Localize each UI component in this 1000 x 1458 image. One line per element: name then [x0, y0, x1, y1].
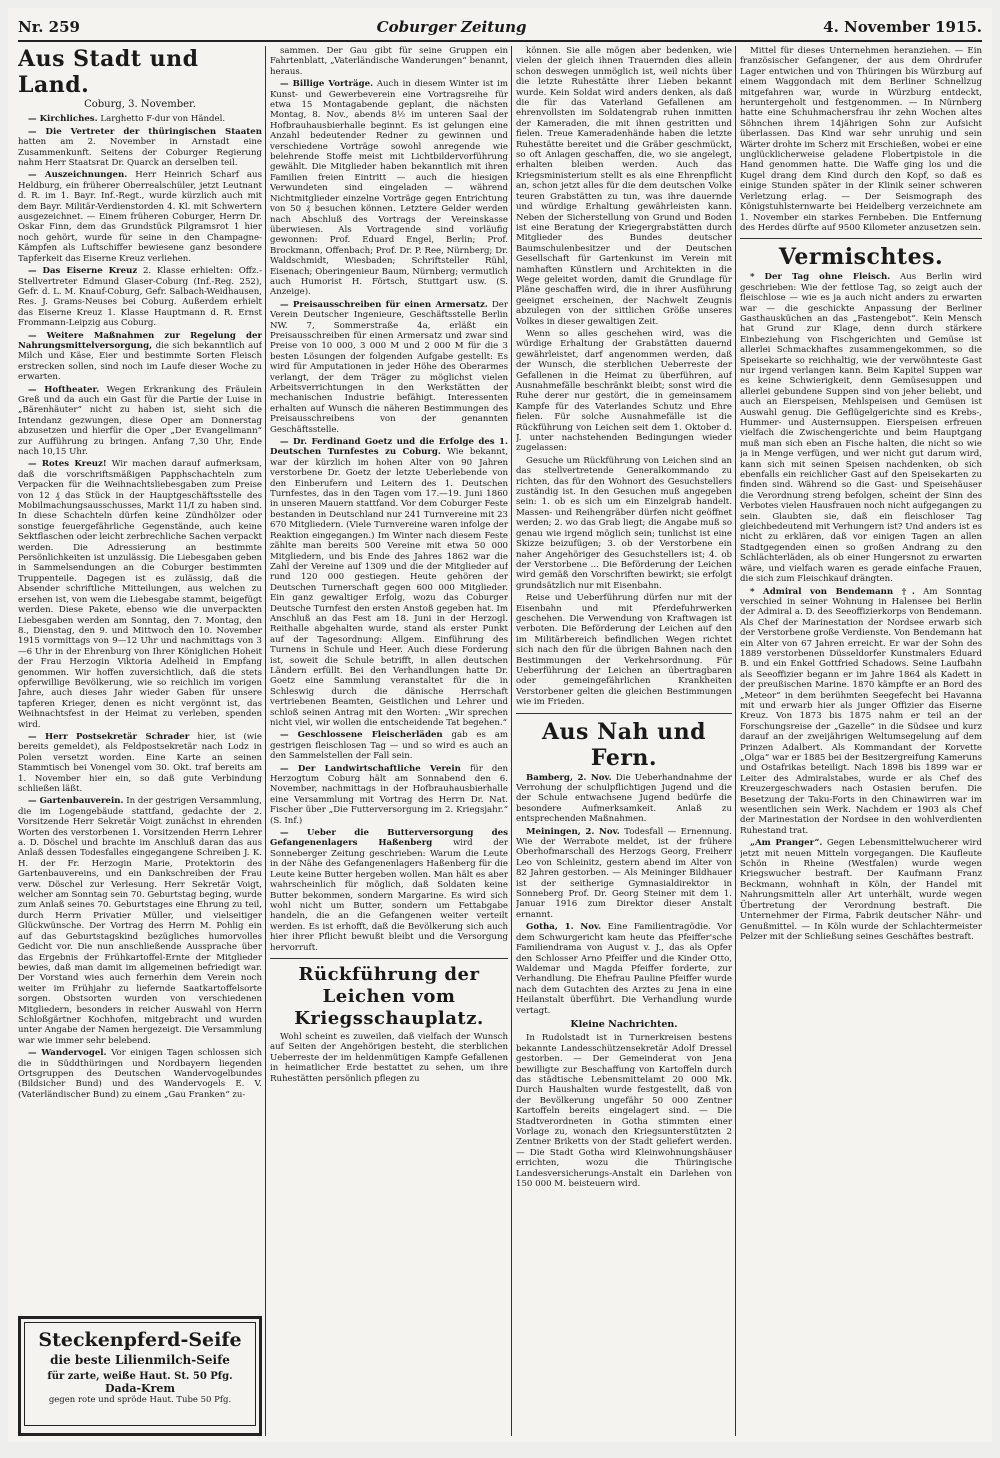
article-text: Auch in diesem Winter ist im Kunst- und Gewerbeverein eine Vortragsreihe für etwa 15 Montagabende geplant, die nächsten Montag, 8. Nov., abends 8½ im unteren Saal der Hofbrauhausbierhalle beginnt. Es ist gelungen eine Anzahl bedeutender Redner zu gewinnen und verschiedene Vorträge sowohl anregende wie belehrende Stoffe meist mit Lichtbildervorführung gewählt. Die Mitglieder haben bekanntlich mit ihren Familien freien Eintritt — auch die hiesigen Verwundeten sind eingeladen — während Nichtmitglieder einzelne Vorträge gegen Entrichtung von 50 ₰ besuchen können. Letztere Gelder werden nach Abschluß des Vortrags der Vereinskasse überwiesen. Als Vortragende sind vorläufig gewonnen: Prof. Eduard Engel, Berlin; Prof. Brockmann, Offenbach; Prof. Dr. P. Ree, Nürnberg; Dr. Waldschmidt, Wiesbaden; Schriftsteller Rühl, Eisenach; Oberingenieur Baum, Nürnberg; vermutlich auch Humorist H. Förtsch, Stuttgart usw. (S. Anzeige).	[270, 79, 508, 298]
article-paragraph	[516, 773, 732, 825]
newspaper-page	[8, 8, 992, 1442]
article-paragraph	[516, 456, 732, 591]
divider	[516, 713, 732, 714]
article-lead: — Billige Vorträge.	[280, 79, 374, 90]
article-paragraph	[740, 46, 982, 233]
column-rule	[265, 46, 266, 1436]
article-lead: — Auszeichnungen.	[28, 170, 128, 181]
article-text: hatten am 2. November in Arnstadt eine Zusammenkunft. Seitens der Coburger Regierung nahm Herr Staatsrat Dr. Quarck an derselben teil.	[18, 137, 262, 169]
divider	[270, 958, 508, 959]
subsection-heading: Kleine Nachrichten.	[570, 1018, 678, 1030]
ad-title: Steckenpferd-Seife	[38, 1329, 242, 1351]
article-lead: — Hoftheater.	[28, 384, 100, 395]
article-paragraph	[18, 266, 262, 328]
article-text: Mittel für dieses Unternehmen heranziehen. — Ein französischer Gefangener, der aus dem Ohrdrufer Lager entwichen und von Thüringen bis Würzburg auf einem Waggondach mit dem Berliner Schnellzug mitgefahren war, wurde in Würzburg entdeckt, heruntergeholt und festgenommen. — In Nürnberg hatte eine Schuhmachersfrau ihr zehn Wochen altes Söhnchen ihrem 14jährigen Sohn zur Aufsicht überlassen. Das Kind war sehr unruhig und sein Wärter drohte im Scherz mit Erschießen, wobei er eine unglücklicherweise geladene Flobertpistole in die Hand genommen hatte. Die Waffe ging los und die Kugel drang dem Kind durch den Kopf, so daß es einige Stunden später in der Klinik seiner schweren Verletzung erlag. — Der Seismograph des Königstuhlsternwarte bei Heidelberg verzeichnete am 1. November ein starkes Fernbeben. Die Entfernung des Herdes dürfte auf 9500 Kilometer anzusetzen sein.	[740, 46, 982, 233]
article-paragraph	[18, 170, 262, 264]
article-lead: — Rotes Kreuz!	[28, 459, 107, 470]
article-text: Am Sonntag verschied in seiner Wohnung in Halensee bei Berlin der Admiral a. D. des Seeoffizierkorps von Bendemann. Als Chef der Marinestation der Nordsee erwarb sich der Verstorbene große Verdienste. Von Bendemann hat ein Alter von 67 Jahren erreicht. Er war der Sohn des 1889 verstorbenen Düsseldorfer Kunstmalers Eduard B. und ein Enkel Gottfried Schadows. Seine Laufbahn als Seeoffizier begann er im Jahre 1864 als Kadett in der preußischen Marine. 1870 kämpfte er an Bord des „Meteor“ in dem berühmten Seegefecht bei Havanna mit und erwarb hier als junger Offizier das Eiserne Kreuz. Von 1873 bis 1875 nahm er teil an der Forschungsreise der „Gazelle“ in die Südsee und kurz darauf an der zweijährigen Weltumsegelung auf dem Prinzen Adalbert. Als Kommandant der Korvette „Olga“ war er 1885 bei der Besitzergreifung Kameruns und Ostafrikas beteiligt. Nach 1898 bis 1899 war er Leiter des Admiralstabes, wurde er als Chef des Kreuzergeschwaders nach Ostasien berufen. Die Besetzung der Taku-Forts in den Chinawirren war im wesentlichen sein Werk. Nachdem er 1903 als Chef der Marinestation der Nordsee in den wohlverdienten Ruhestand trat.	[740, 586, 982, 836]
article-list	[516, 46, 732, 708]
article-paragraph	[270, 764, 508, 826]
article-paragraph	[18, 732, 262, 794]
newspaper-title: Coburger Zeitung	[376, 18, 527, 36]
column-3	[516, 46, 732, 1436]
article-paragraph	[18, 331, 262, 383]
ad-frame	[24, 1322, 256, 1426]
article-text: für den Herzogtum Coburg hält am Sonnabend den 6. November, nachmittags in der Hofbrauhausbierhalle eine Versammlung mit Vortrag des Herrn Dr. Nat. Fischer über „Die Futterversorgung im 2. Kriegsjahr.“ (S. Inf.)	[270, 763, 508, 826]
article-list	[18, 114, 262, 1100]
article-lead: — Das Eiserne Kreuz	[28, 266, 138, 277]
article-list	[516, 773, 732, 1016]
column-1	[18, 46, 262, 1436]
article-text: Todesfall — Ernennung. Wie der Werrabote meldet, ist der frühere Oberhofmarschall des Herzogs Georg, Freiherr Leo von Schleinitz, gestern abend im Alter von 82 Jahren gestorben. — Als Meininger Bildhauer ist der seitherige Gymnasialdirektor in Sonneberg Prof. Dr. Georg Steiner mit dem 1. Januar 1916 zum Direktor dieser Anstalt ernannt.	[516, 826, 732, 920]
article-lead: — Preisausschreiben für einen Armersatz.	[280, 299, 488, 310]
column-4	[740, 46, 982, 1436]
article-text: Gesuche um Rückführung von Leichen sind an das stellvertretende Generalkommando zu richten, das für den Wohnort des Gesuchstellers zuständig ist. In den Gesuchen muß angegeben sein: 1. ob es sich um ein Einzelgrab handelt. Massen- und Reihengräber dürfen nicht geöffnet werden; 2. wo das Grab liegt; die Angabe muß so genau wie irgend möglich sein; tunlichst ist eine Skizze beizufügen; 3. ob der Verstorbene ein naher Angehöriger des Gesuchstellers ist; 4. ob der Verstorbene ... Die Beförderung der Leichen wird gemäß den Vorschriften bewirkt; sie erfolgt grundsätzlich nur mit Eisenbahn.	[516, 455, 732, 591]
article-paragraph	[516, 329, 732, 454]
article-text: die sich bekanntlich auf Milch und Käse, Eier und bestimmte Sorten Fleisch erstrecken sollen, sind noch im Laufe dieser Woche zu erwarten.	[18, 340, 262, 383]
article-text: Reise und Ueberführung dürfen nur mit der Eisenbahn und mit Pferdefuhrwerken geschehen. Die Verwendung von Kraftwagen ist verboten. Die Beförderung der Leichen auf den im Militärbereich befindlichen Wegen richtet sich nach den für die übrigen Bahnen nach den Bestimmungen der Verkehrsordnung. Für Ueberführung der Leichen an übertragbaren oder gemeingefährlichen Krankheiten Verstorbener gelten die gleichen Bestimmungen wie im Frieden.	[516, 593, 732, 708]
issue-number: Nr. 259	[18, 18, 80, 36]
article-lead: — Kirchliches.	[28, 114, 98, 125]
article-text: Gegen Lebensmittelwucherer wird jetzt mit neuen Mitteln vorgegangen. Die Kaufleute Schön in Rheine (Westfalen) wurde wegen Kriegswucher bestraft. Der Kaufmann Franz Beckmann, wohnhaft in Köln, der Handel mit Nahrungsmitteln aller Art unterhält, wurde wegen Übertretung der Verordnung bestraft. Die Unternehmer der Firma, Fabrik deutscher Nähr- und Genußmittel. — In Köln wurde der Schlachtermeister Pelzer mit der Schließung seines Geschäftes bestraft.	[740, 838, 982, 942]
article-lead: — Geschlossene Fleischerläden	[280, 730, 443, 741]
article-lead: — Herr Postsekretär Schrader	[28, 731, 190, 742]
article-text: hier, ist (wie bereits gemeldet), als Feldpostsekretär nach Lodz in Polen versetzt worden. Eine Karte an seinen Stammtisch bei Vonengel vom 30. Okt. traf bereits am 1. November hier ein, so daß gute Verbindung schließen läßt.	[18, 731, 262, 794]
article-lead: — Der Landwirtschaftliche Verein	[280, 763, 461, 774]
section-heading: Aus Nah und Fern.	[541, 718, 706, 771]
article-text: Wegen Erkrankung des Fräulein Greß und da auch ein Gast für die Partie der Luise in „Bärenhäuter“ nicht zu haben ist, sieht sich die Intendanz gezwungen, diese Oper am Donnerstag abzusetzen und hierfür die Oper „Der Evangelimann“ zur Aufführung zu bringen. Anfang 7,30 Uhr, Ende nach 10,15 Uhr.	[18, 384, 262, 457]
article-text: Eine Familientragödie. Vor dem Schwurgericht kam heute das Pfeiffer'sche Familiendrama von August v. J., das als Opfer den Schlosser Arno Pfeiffer und die Kinder Otto, Waldemar und Magda Pfeiffer forderte, zur Verhandlung. Die Ehefrau Pauline Pfeiffer wurde nach dem Gutachten des Arztes zu Jena in eine Heilanstalt überführt. Die Verhandlung wurde vertagt.	[516, 922, 732, 1016]
article-paragraph	[270, 46, 508, 77]
article-lead: — Weitere Maßnahmen zur Regelung der Nahrungsmittelversorgung,	[18, 330, 262, 351]
article-paragraph	[270, 828, 508, 953]
article-lead: — Gartenbauverein.	[28, 796, 124, 807]
article-list	[516, 1033, 732, 1189]
article-paragraph	[516, 827, 732, 921]
article-lead: — Wandervogel.	[28, 1048, 107, 1059]
article-text: 2. Klasse erhielten: Offz.-Stellvertreter Edmund Glaser-Coburg (Inf.-Reg. 252), Gefr. d. L. M. Knauf-Coburg, Gefr. Salbach-Weidhausen, Res. J. Grams-Neuses bei Coburg. Außerdem erhielt das Eiserne Kreuz 1. Klasse Hauptmann d. R. Ernst Frommann-Leipzig aus Coburg.	[18, 266, 262, 329]
issue-date: 4. November 1915.	[823, 18, 982, 36]
divider	[740, 238, 982, 239]
article-lead: „Am Pranger“.	[750, 838, 823, 849]
article-paragraph	[18, 1048, 262, 1100]
article-paragraph	[18, 459, 262, 730]
article-paragraph	[270, 300, 508, 435]
article-text: Die Ueberhandnahme der Verrohung der schulpflichtigen Jugend und die der Schule entwachsene Jugend bedürfe die besondere Aufmerksamkeit. Anlaß zu entsprechenden Maßnahmen.	[516, 772, 732, 825]
article-paragraph	[18, 114, 262, 124]
section-heading: Aus Stadt und Land.	[18, 46, 199, 98]
article-paragraph	[516, 46, 732, 327]
article-text: Wohl scheint es zuweilen, daß vielfach der Wunsch auf Seiten der Angehörigen besteht, die sterblichen Ueberreste der im heldenmütigen Kampfe Gefallenen in heimatlicher Erde bestattet zu sehen, um ihre Ruhestätten persönlich pflegen zu	[270, 1031, 508, 1084]
article-list	[740, 272, 982, 942]
ad-line: gegen rote und spröde Haut. Tube 50 Pfg.	[48, 1395, 232, 1405]
article-lead: Gotha, 1. Nov.	[526, 922, 602, 933]
article-paragraph	[18, 796, 262, 1046]
article-paragraph	[740, 587, 982, 837]
article-list	[270, 46, 508, 953]
article-text: Wenn so alles geschehen wird, was die würdige Erhaltung der Grabstätten dauernd gewährleistet, darf angenommen werden, daß der Wunsch, die sterblichen Ueberreste der Gefallenen in die Heimat zu überführen, auf Ausnahmefälle beschränkt bleibt; sonst wird die Ruhe derer nur gestört, die in gemeinsamem Kampfe für des Vaterlandes Schutz und Ehre fielen. Für solche Ausnahmefälle ist die Rückführung von Leichen seit dem 1. Oktober d. J. unter nachstehenden Bedingungen wieder zugelassen:	[516, 328, 732, 454]
article-text: Wie bekannt, war der kürzlich im hohen Alter von 90 Jahren verstorbene Dr. Goetz der letzte Ueberlebende von den Einberufern und Leitern des 1. Deutschen Turnfestes, das in den Tagen vom 17.—19. Juni 1860 in unseren Mauern stattfand. Vor dem Coburger Feste bestanden in Deutschland nur 241 Turnvereine mit 23 670 Mitgliedern. (Viele Turnvereine waren infolge der Reaktion eingegangen.) Im Winter nach diesem Feste zählte man bereits 500 Vereine mit etwa 50 000 Mitgliedern, und bis Ende des Jahres 1862 war die Zahl der Vereine auf 1309 und die der Mitglieder auf rund 120 000 gestiegen. Heute gehören der Deutschen Turnerschaft gegen 600 000 Mitglieder. Ein ganz gewaltiger Erfolg, wozu das Coburger Deutsche Turnfest den ersten Anstoß gegeben hat. Im Anschluß an das Fest am 18. Juni in der Herzogl. Reithalle abgehalten wurde, stand als erster Punkt auf der Tagesordnung: Allgem. Einführung des Turnens in Schule und Heer. Auch diese Forderung ist, soweit die Schule betrifft, in allen deutschen Ländern erfüllt. Bei den Verhandlungen hatte Dr. Goetz eine Sammlung veranstaltet für die in Schleswig durch die dänische Herrschaft vertriebenen Beamten, Geistlichen und Lehrer und schloß seinen Antrag mit den Worten: „Wir sprechen nicht viel, wir wollen die entscheidende Tat begehen.“	[270, 447, 508, 728]
article-paragraph	[18, 385, 262, 458]
article-paragraph	[516, 1033, 732, 1189]
section-heading: Rückführung der Leichen vom Kriegsschauplatz.	[294, 963, 484, 1029]
article-lead: — Die Vertreter der thüringischen Staaten	[28, 126, 262, 137]
article-text: sammen. Der Gau gibt für seine Gruppen ein Fahrtenblatt, „Vaterländische Wanderungen“ benannt, heraus.	[270, 46, 508, 77]
article-text: In der gestrigen Versammlung, die im Logengebäude stattfand, gedachte der 2. Vorsitzende Herr Sekretär Voigt zunächst in ehrenden Worten des verstorbenen 1. Vorsitzenden Herrn Lehrer a. D. Döschel und brachte im Anschluß daran das aus Anlaß dessen Todesfalles eingegangene Schreiben J. K. H. der Fr. Herzogin Marie, Protektorin des Gartenbauvereins, und ein Dankschreiben der Frau verw. Döschel zur Verlesung. Herr Sekretär Voigt, welcher am Sonntag sein 70. Geburtstag beging, wurde zum Anlaß seines 70. Geburtstages eine Ehrung zu teil, durch Herrn Privatier Müller, und vielseitiger Glückwünsche. Der Vortrag des Herrn M. Pohlig ein auf das Geburtstagskind bezügliches humorvolles Gedicht vor. Die nun anschließende Aussprache über das Ergebnis der Frühkartoffel-Ernte der Mitglieder bewies, daß man damit im allgemeinen befriedigt war. Der Vorstand wies auch fernerhin dem Verein noch weiter im Frühjahr zu liefernde Saatkartoffelsorte sorgen. Obstsorten wurden von verschiedenen Mitgliedern, besonders in reicher Auswahl von Herrn Schloßgärtner Kochhofen, mitgebracht und wurden unter Angabe der Namen hergezeigt. Die Versammlung war wie immer sehr belebend.	[18, 796, 262, 1046]
article-text: In Rudolstadt ist in Turnerkreisen bestens bekannte Landesschützensekretär Adolf Dressel gestorben. — Der Gemeinderat von Jena bewilligte zur Beschaffung von Kartoffeln durch das städtische Lebensmittelamt 20 000 Mk. Durch Haushalten wurde festgestellt, daß von der Bevölkerung ungefähr 50 000 Zentner Kartoffeln bereits eingelagert sind. — Die Stadtverordneten in Gotha stimmten einer Vorlage zu, wonach den Kriegsunterstützten 2 Zentner Briketts von der Stadt geliefert werden. — Die Stadt Gotha wird Kleinwohnungshäuser errichten, wozu die Thüringische Landesversicherungs-Anstalt ein Darlehen von 150 000 M. beisteuern wird.	[516, 1033, 732, 1190]
article-text: können. Sie alle mögen aber bedenken, wie vielen der gleich ihnen Trauernden dies allein schon deswegen unmöglich ist, weil nichts über die letzte Ruhestätte ihrer Lieben bekannt wurde. Kein Soldat wird anders denken, als daß die für das Vaterland Gefallenen am ehrenvollsten im Soldatengrab ruhen inmitten der Kameraden, die mit ihnen gestritten und fielen. Treue Kameradenhände haben die letzte Ruhestätte bereitet und die Gräber geschmückt, so oft Anlagen geschaffen, die, wo sie angelegt, erhalten bleiben werden. Auch das Kriegsministerium stellt es als eine Ehrenpflicht an, schon jetzt alles für die dem deutschen Volke teuren Grabstätten zu tun, was ihre dauernde und würdige Erhaltung gewährleisten kann. Neben der Sicherstellung von Grund und Boden ist eine Beratung der Kriegergrabstätten durch Mitglieder des Bundes deutscher Baumschulenbesitzer und der Deutschen Gesellschaft für Gartenkunst im Verein mit namhaften Künstlern und Architekten in die Wege geleitet worden, damit die Grundlage für Pläne geschaffen wird, die in ihrer Ausführung geeignet erscheinen, der Nachwelt Zeugnis abzulegen von der sittlichen Größe unseres Volkes in dieser gewaltigen Zeit.	[516, 46, 732, 327]
article-text: Aus Berlin wird geschrieben: Wie der fettlose Tag, so zeigt auch der fleischlose — wie es ja auch nicht anders zu erwarten war — die geschickte Anpassung der Berliner Gasthausküchen an das „Fastengebot“. Kein Mensch hat Grund zur Klage, denn durch stärkere Einbeziehung von Fischgerichten und Gemüse ist allerlei Schmackhaftes zusammengekommen, so die Speisekarte so reichhaltig, wie der verwöhnteste Gast nur irgend verlangen kann. Beim Kapitel Suppen war es keine Schwierigkeit, denn Gemüsesuppen und allerlei gebundene Suppen sind von jeher beliebt, und auch an Eierspeisen, Mehlspeisen und Gemüsen ist Auswahl genug. Die Geflügelgerichte sind es Krebs-, Hummer- und Austernsuppen. Eierspeisen erfreuen vielfach die Zwischengerichte und beim Hauptgang muß man sich eben an Fische halten, die nicht so wie ja in Menge verfügen, und wer nicht gut darum wird, kann sich mit seinen Speisen nachdenken, ob sich ebenfalls ein reichlicher Gast auf den Speisekarten zu finden sind. Während so die Gast- und Speisehäuser die Verordnung streng befolgen, scheint der Sinn des Verbotes vielen Hausfrauen noch nicht aufgegangen zu sein. Glaubten sie, daß ein fleischloser Tag gleichbedeutend mit Verhungern ist? Und anders ist es nicht zu erklären, daß vor einigen Tagen an allen Stadtgegenden einen so großen Andrang zu den Schlächterläden, als ob einer Hungersnot zu erwarten wäre, und vielfach waren es gerade einfache Frauen, die sich zum Fleischkauf drängten.	[740, 272, 982, 585]
article-text: Wir machen darauf aufmerksam, daß die vorschriftsmäßigen Papphschachteln zum Verpacken für die Weihnachtsliebesgaben zum Preise von 12 ₰ das Stück in der Hauptgeschäftsstelle des Mobilmachungsausschusses, Markt 11/I zu haben sind. In diese Schachteln dürfen keine Zündhölzer oder sonstige feuergefährliche Gegenstände, auch keine Sektflaschen oder leicht zerbrechliche Sachen verpackt werden. Die Adressierung an bestimmte Persönlichkeiten ist unzulässig. Die Liebesgaben geben in Sammelsendungen an die Coburger bestimmten Truppenteile. Dagegen ist es zulässig, daß die Absender schriftliche Mitteilungen, aus welchen zu ersehen ist, von wem die Liebesgabe stammt, beigefügt werden. Diese Pakete, ebenso wie die unverpackten Liebesgaben werden am Sonntag, den 7. Montag, den 8., Dienstag, den 9. und Mittwoch den 10. November 1915 vormittags von 9—12 Uhr und nachmittags von 3—6 Uhr in der Ehrenburg von Ihrer Königlichen Hoheit der Frau Herzogin Viktoria Adelheid in Empfang genommen. Wir hoffen zuversichtlich, daß die stets opferwillige Bevölkerung, wie so reichlich im vorigen Jahre, auch dieses Jahr wieder Gaben für unsere tapferen Krieger, denen es nicht vergönnt ist, das Weihnachtsfest in der Heimat zu verleben, spenden wird.	[18, 459, 262, 730]
column-2	[270, 46, 508, 1436]
article-paragraph	[740, 272, 982, 584]
article-paragraph	[270, 437, 508, 728]
ad-subtitle: die beste Lilienmilch-Seife	[50, 1353, 230, 1367]
article-list	[740, 46, 982, 233]
ad-line: für zarte, weiße Haut. St. 50 Pfg.	[47, 1371, 233, 1382]
article-paragraph	[18, 127, 262, 169]
advertisement	[18, 1316, 262, 1436]
article-paragraph	[516, 593, 732, 707]
article-lead: — Dr. Ferdinand Goetz und die Erfolge des 1. Deutschen Turnfestes zu Coburg.	[270, 437, 508, 458]
article-paragraph	[270, 1032, 508, 1084]
article-paragraph	[270, 79, 508, 298]
article-lead: Meiningen, 2. Nov.	[526, 826, 620, 837]
article-text: Der Verein Deutscher Ingenieure, Geschäftsstelle Berlin NW. 7, Sommerstraße 4a, erläßt ein Preisausschreiben für einen Armersatz und zwar sind Preise von 10 000, 3 000 M und 2 000 M für die 3 besten Lösungen der folgenden Aufgabe gestellt: Es wird für Amputationen in jeder Höhe des Oberarmes verlangt, der dem Träger zu möglichst vielen Arbeitsverrichtungen in den Werkstätten der mechanischen Industrie befähigt. Interessenten erhalten auf Wunsch die näheren Bestimmungen des Preisausschreibens von der genannten Geschäftsstelle.	[270, 299, 508, 435]
article-paragraph	[270, 730, 508, 761]
article-text: Larghetto F-dur von Händel.	[97, 114, 226, 125]
section-heading: Vermischtes.	[778, 244, 944, 271]
article-paragraph	[516, 922, 732, 1016]
column-rule	[735, 46, 736, 1436]
article-lead: Bamberg, 2. Nov.	[526, 772, 612, 783]
article-lead: — Ueber die Butterversorgung des Gefangenenlagers Haßenberg	[270, 828, 508, 849]
article-text: Vor einigen Tagen schlossen sich die in Süddthüringen und Nordbayern liegenden Ortsgruppen des Deutschen Wandervogelbundes (Bildsicher Bund) und des Wandervogels E. V. (Vaterländischer Bund) zu einem „Gau Franken“ zu-	[18, 1048, 262, 1100]
article-list	[270, 1032, 508, 1084]
article-text: Herr Heinrich Scharf aus Heldburg, ein früherer Oberrealschüler, jetzt Leutnant d. R. im 1. Bayr. Inf.-Regt., wurde kürzlich auch mit dem Bayr. Militär-Verdienstorden 4. Kl. mit Schwertern ausgezeichnet. — Einem früheren Coburger, Herrn Dr. Oskar Finn, dem das Grundstück Pilgramsrot 1 hier noch gehört, wurde für seine in den Champagne-Kämpfen als Luftschiffer bewiesene ganz besondere Tapferkeit das Eiserne Kreuz verliehen.	[18, 170, 262, 264]
dateline: Coburg, 3. November.	[84, 99, 196, 110]
article-text: wird der Sonneberger Zeitung geschrieben: Warum die Leute in der Nähe des Gefangenenlagers Haßenberg für die Leute keine Butter hergeben wollen. Man hält es aber wahrscheinlich für möglich, daß Soldaten keine Butter bekommen, sondern Margarine. Es wird sich wohl nicht um Butter, sondern um Fettabgabe handeln, die an die Gefangenen weiter verteilt werden. Es ist erhofft, daß die Bevölkerung sich auch hier ihrer Pflicht bewußt bleibt und die Versorgung hervorruft.	[270, 838, 508, 953]
article-paragraph	[740, 838, 982, 942]
article-lead: * Admiral von Bendemann †.	[750, 586, 915, 597]
article-text: gab es am gestrigen fleischlosen Tag — und so wird es auch an den Sammelstellen der Fall sein.	[270, 730, 508, 762]
column-rule	[511, 46, 512, 1436]
masthead	[18, 14, 982, 42]
article-lead: * Der Tag ohne Fleisch.	[750, 272, 891, 283]
ad-product: Dada-Krem	[104, 1382, 176, 1395]
